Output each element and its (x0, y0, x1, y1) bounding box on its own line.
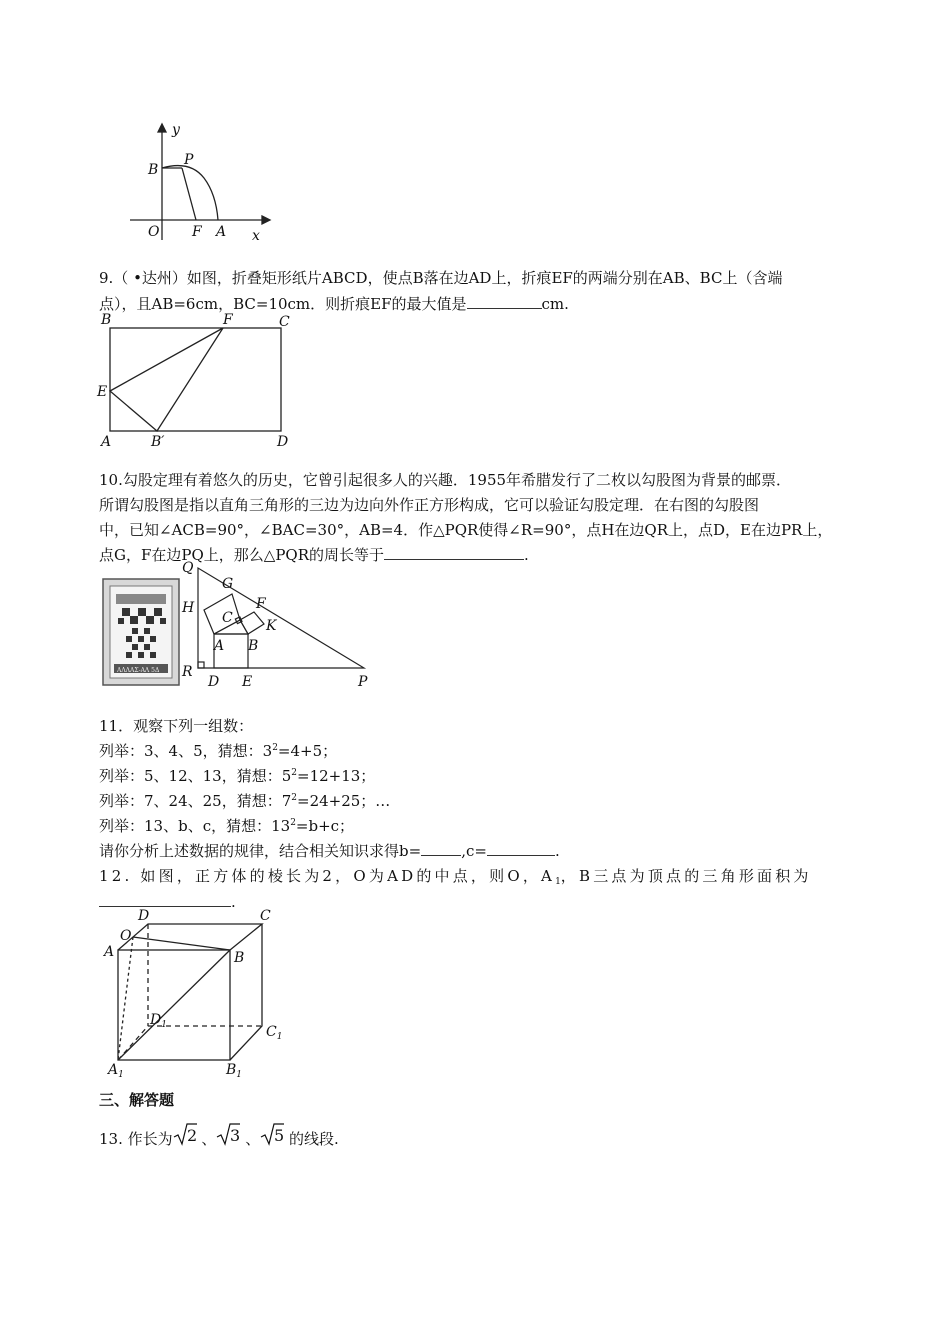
q10-line4-text: 点G，F在边PQ上，那么△PQR的周长等于 (99, 546, 385, 564)
q11-row4-end: =b+c； (295, 817, 355, 835)
q11-question-text: 请你分析上述数据的规律，结合相关知识求得b= (99, 842, 422, 860)
y-axis-arrow (158, 124, 166, 132)
label-a1: $A_1$ (108, 1062, 124, 1080)
q9-line2 (99, 294, 569, 314)
q10-period: . (524, 546, 529, 564)
figure-q10-pythagoras (180, 560, 380, 690)
q11-row1-text: 列举：3、4、5，猜想：3 (99, 742, 273, 760)
label-g: G (222, 576, 234, 592)
q12-sub: 1 (555, 877, 561, 887)
q10-line3: 中，已知∠ACB=90°，∠BAC=30°，AB=4．作△PQR使得∠R=90°，点H在边QR上，点D，E在边PR上， (99, 521, 833, 539)
q11-period: . (554, 842, 560, 860)
q11-row3 (99, 791, 390, 811)
label-b: B (148, 162, 159, 178)
q11-title: 11．观察下列一组数： (99, 717, 254, 735)
q13-prefix: 13. 作长为 (99, 1130, 173, 1148)
q11-blank-c[interactable] (487, 841, 555, 856)
q11-row2-text: 列举：5、12、13，猜想：5 (99, 767, 292, 785)
segment-oa1 (118, 937, 133, 1060)
label-d: D (277, 434, 289, 450)
q12-period: . (231, 893, 236, 911)
label-f: F (256, 596, 266, 612)
segment-pf (182, 168, 196, 220)
label-a: A (101, 434, 112, 450)
q12-line1 (99, 866, 851, 886)
label-b: B (234, 950, 245, 966)
x-axis-arrow (262, 216, 270, 224)
q13-line (99, 1122, 339, 1152)
stamp-caption: ΑΛΛΑΣ-ΑΛ 5Δ (117, 667, 160, 674)
q11-row2-end: =12+13； (297, 767, 376, 785)
label-a: A (104, 944, 115, 960)
q12-text: 12. 如图，正方体的棱长为2，O为AD的中点，则O，A (99, 867, 556, 885)
label-p: P (358, 674, 368, 690)
figure-q9-rectangle (95, 312, 305, 452)
label-o: O (120, 928, 132, 944)
label-d1: $D_1$ (150, 1012, 167, 1030)
sqrt5-icon (260, 1122, 284, 1158)
q10-line1: 10.勾股定理有着悠久的历史，它曾引起很多人的兴趣．1955年希腊发行了二枚以勾股图为背景的邮票． (99, 471, 792, 489)
label-k: K (266, 618, 277, 634)
label-e: E (97, 384, 108, 400)
q10-answer-blank[interactable] (384, 545, 524, 560)
label-o: O (148, 224, 160, 240)
label-d: D (208, 674, 220, 690)
q11-row3-end: =24+25；… (297, 792, 391, 810)
arc-pa (162, 166, 218, 220)
q9-answer-blank[interactable] (467, 294, 542, 309)
svg-text:2: 2 (186, 1126, 197, 1145)
label-c: C (260, 908, 271, 924)
right-angle-r (198, 662, 204, 668)
q11-row2 (99, 766, 375, 786)
q11-row3-exp: 2 (291, 793, 297, 803)
q11-c-label: ,c= (461, 842, 487, 860)
label-q: Q (182, 560, 194, 576)
q11-row1-end: =4+5； (277, 742, 338, 760)
label-c: C (279, 314, 290, 330)
svg-text:5: 5 (274, 1126, 285, 1145)
label-e: E (242, 674, 253, 690)
q11-question (99, 841, 560, 861)
square-bc (240, 612, 264, 634)
q12-answer-blank[interactable] (99, 892, 231, 907)
q11-row3-text: 列举：7、24、25，猜想：7 (99, 792, 292, 810)
label-h: H (182, 600, 195, 616)
cube-right (230, 924, 262, 1060)
q13-suffix: 的线段. (289, 1130, 339, 1148)
label-bprime: B′ (151, 434, 165, 450)
stamp-image (102, 578, 182, 688)
label-x: x (252, 228, 260, 244)
label-c: C (222, 610, 233, 626)
label-b: B (101, 312, 112, 328)
q9-line1: 9.（ •达州）如图，折叠矩形纸片ABCD，使点B落在边AD上，折痕EF的两端分别在AB、BC上（含端 (99, 269, 783, 287)
figure-q12-cube (100, 908, 300, 1078)
q10-line2: 所谓勾股图是指以直角三角形的三边为边向外作正方形构成，它可以验证勾股定理．在右图的勾股图 (99, 496, 760, 514)
label-f: F (223, 312, 233, 328)
q11-row4 (99, 816, 354, 836)
label-a: A (216, 224, 227, 240)
label-b: B (248, 638, 259, 654)
label-y: y (172, 122, 180, 138)
q13-sep1: 、 (201, 1130, 217, 1148)
label-b1: $B_1$ (226, 1062, 243, 1080)
q11-row2-exp: 2 (291, 768, 297, 778)
q12-text-end: ，B三点为顶点的三角形面积为 (560, 867, 812, 885)
q11-blank-b[interactable] (421, 841, 461, 856)
q9-unit: cm. (541, 295, 569, 313)
triangle-efbp (110, 328, 223, 431)
q11-row4-exp: 2 (290, 818, 296, 828)
segment-a1b (118, 950, 230, 1060)
q11-row4-text: 列举：13、b、c，猜想：13 (99, 817, 291, 835)
label-d: D (138, 908, 150, 924)
cube-top (118, 924, 262, 950)
label-a: A (214, 638, 225, 654)
q13-sep2: 、 (245, 1130, 261, 1148)
figure-q8-coordinate (120, 122, 270, 242)
q9-line2-text: 点），且AB=6cm，BC=10cm．则折痕EF的最大值是 (99, 295, 467, 313)
label-p: P (184, 152, 194, 168)
sqrt3-icon (216, 1122, 240, 1158)
sqrt2-icon (173, 1122, 197, 1158)
label-r: R (182, 664, 193, 680)
q11-row1-exp: 2 (272, 743, 278, 753)
section-title: 三、解答题 (99, 1091, 175, 1109)
label-f: F (192, 224, 202, 240)
q11-row1 (99, 741, 337, 761)
label-c1: $C_1$ (266, 1024, 283, 1042)
svg-text:3: 3 (230, 1126, 241, 1145)
